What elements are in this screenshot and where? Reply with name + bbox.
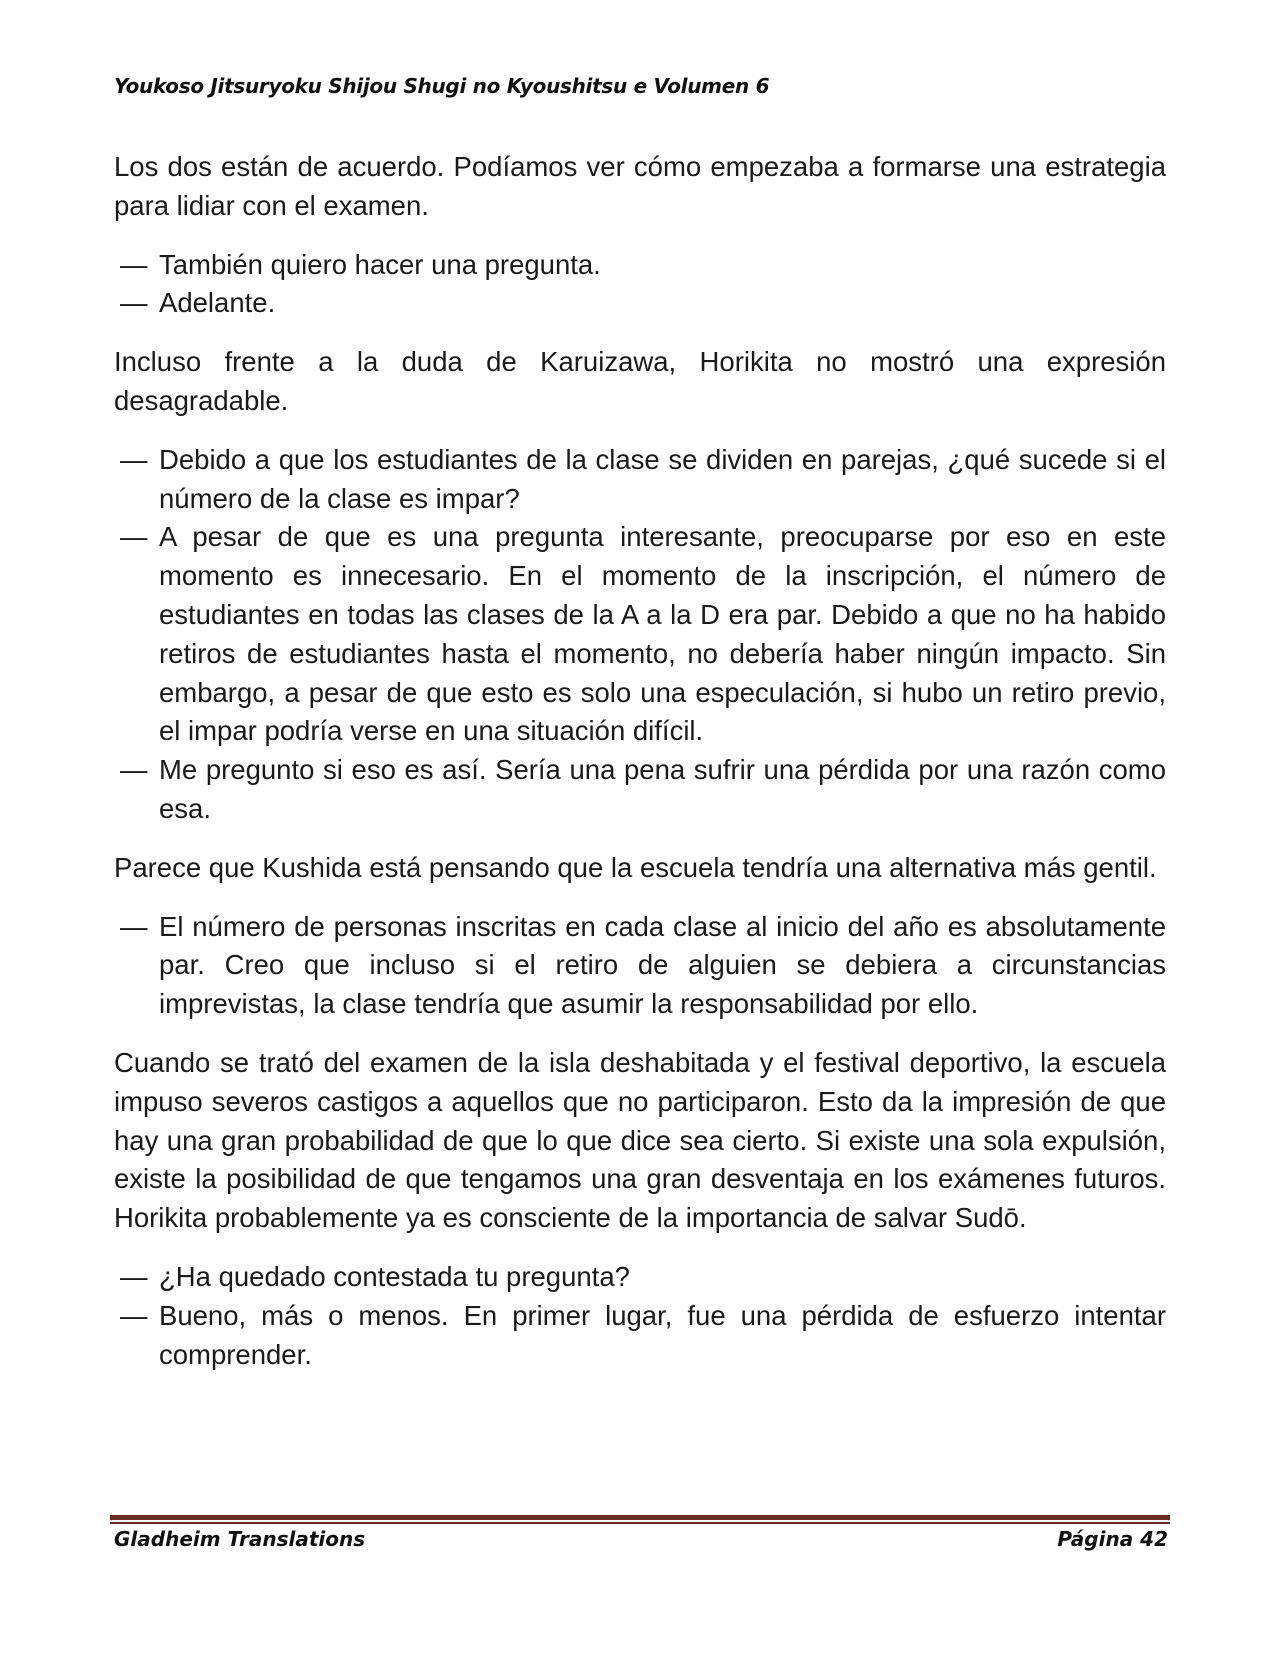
dialogue-dash: — [120,910,148,942]
dialogue-group [114,908,1166,1024]
page-number: Página 42 [1057,1527,1168,1551]
dialogue-line [114,518,1166,751]
dialogue-line [114,441,1166,519]
page-header-title: Youkoso Jitsuryoku Shijou Shugi no Kyoushitsu e Volumen 6 [114,74,770,98]
dialogue-dash: — [120,1260,148,1292]
footer-publisher: Gladheim Translations [114,1527,366,1551]
dialogue-group [114,246,1166,324]
dialogue-line [114,908,1166,1024]
narration-paragraph: Incluso frente a la duda de Karuizawa, Horikita no mostró una expresión desagradable. [114,346,1166,416]
dialogue-group [114,1258,1166,1374]
narration-paragraph: Cuando se trató del examen de la isla deshabitada y el festival deportivo, la escuela impuso severos castigos a aquellos que no participaron. Esto da la impresión de que hay una gran probabilidad de que lo que dice sea cierto. Si existe una sola expulsión, existe la posibilidad de que tengamos una gran desventaja en los exámenes futuros. Horikita probablemente ya es consciente de la importancia de salvar Sudō. [114,1046,1166,1234]
dialogue-dash: — [120,754,148,786]
dialogue-line [114,284,1166,323]
dialogue-text: ¿Ha quedado contestada tu pregunta? [159,1260,630,1292]
dialogue-text: Adelante. [159,287,276,319]
dialogue-line [114,1297,1166,1375]
dialogue-text: Me pregunto si eso es así. Sería una pena sufrir una pérdida por una razón como esa. [159,754,1166,824]
dialogue-line [114,751,1166,829]
footer-divider-thin [110,1522,1170,1524]
dialogue-dash: — [120,1299,148,1331]
dialogue-dash: — [120,443,148,475]
dialogue-text: También quiero hacer una pregunta. [159,248,601,280]
narration-paragraph: Los dos están de acuerdo. Podíamos ver cómo empezaba a formarse una estrategia para lidiar con el examen. [114,151,1166,221]
footer-divider [110,1515,1170,1524]
dialogue-dash: — [120,248,148,280]
dialogue-dash: — [120,287,148,319]
dialogue-line [114,1258,1166,1297]
dialogue-text: El número de personas inscritas en cada clase al inicio del año es absolutamente par. Creo que incluso si el retiro de alguien se debiera a circunstancias imprevistas, la clase tendría que asumir la responsabilidad por ello. [159,910,1166,1020]
dialogue-text: Bueno, más o menos. En primer lugar, fue una pérdida de esfuerzo intentar comprender. [159,1299,1166,1370]
dialogue-line [114,246,1166,285]
dialogue-dash: — [120,521,148,553]
footer-divider-thick [110,1515,1170,1520]
dialogue-text: Debido a que los estudiantes de la clase se dividen en parejas, ¿qué sucede si el número de la clase es impar? [159,443,1166,514]
dialogue-text: A pesar de que es una pregunta interesante, preocuparse por eso en este momento es innecesario. En el momento de la inscripción, el número de estudiantes en todas las clases de la A a la D era par. Debido a que no ha habido retiros de estudiantes hasta el momento, no debería haber ningún impacto. Sin embargo, a pesar de que esto es solo una especulación, si hubo un retiro previo, el impar podría verse en una situación difícil. [159,521,1166,747]
narration-paragraph: Parece que Kushida está pensando que la escuela tendría una alternativa más gentil. [114,851,1157,883]
page-body [114,148,1166,1394]
dialogue-group [114,441,1166,829]
